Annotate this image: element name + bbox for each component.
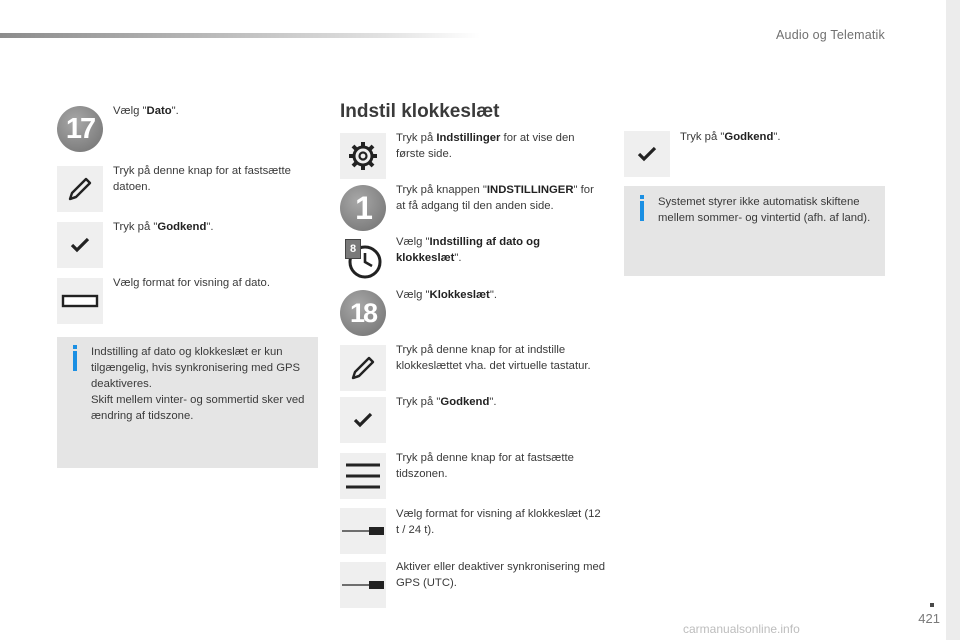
step-edit-date: Tryk på denne knap for at fastsætte datoen.: [113, 165, 291, 193]
step-select-time: Vælg "Klokkeslæt".: [396, 289, 497, 301]
step-time-format: Vælg format for visning af klokkeslæt (12 t / 24 t).: [396, 508, 601, 536]
step-number-18: 18: [340, 290, 386, 336]
info-icon: [73, 351, 77, 371]
step-open-settings: Tryk på Indstillinger for at vise den første side.: [396, 132, 575, 160]
date-time-setting-button[interactable]: [340, 236, 386, 282]
pencil-icon: [65, 174, 95, 204]
page-marker: [930, 603, 934, 607]
info-note-left: [57, 337, 318, 468]
format-bar-icon: [60, 293, 100, 309]
edit-date-button[interactable]: [57, 166, 103, 212]
timezone-button[interactable]: [340, 453, 386, 499]
confirm-final-button[interactable]: [624, 131, 670, 177]
step-confirm-final: Tryk på "Godkend".: [680, 131, 781, 143]
note-line-1: Indstilling af dato og klokkeslæt er kun tilgængelig, hvis synkronisering med GPS deaktiveres.: [91, 346, 301, 390]
settings-button[interactable]: [340, 133, 386, 179]
step-settings-button: Tryk på knappen "INDSTILLINGER" for at få adgang til den anden side.: [396, 184, 594, 212]
note-text: Systemet styrer ikke automatisk skiftene mellem sommer- og vintertid (afh. af land).: [658, 196, 871, 224]
info-icon: [640, 201, 644, 221]
note-line-2: Skift mellem vinter- og sommertid sker ved ændring af tidszone.: [91, 394, 305, 422]
menu-badge: 8: [345, 239, 361, 259]
list-icon: [344, 461, 382, 491]
info-note-right: [624, 186, 885, 276]
time-format-toggle[interactable]: [340, 508, 386, 554]
step-gps-sync: Aktiver eller deaktiver synkronisering med GPS (UTC).: [396, 561, 606, 589]
page-number: 421: [918, 611, 940, 626]
confirm-date-button[interactable]: [57, 222, 103, 268]
watermark: carmanualsonline.info: [683, 622, 800, 636]
header-rule: [0, 33, 480, 38]
step-number-1: 1: [340, 185, 386, 231]
checkmark-icon: [70, 237, 90, 253]
confirm-time-button[interactable]: [340, 397, 386, 443]
pencil-icon: [348, 353, 378, 383]
step-edit-time: Tryk på denne knap for at indstille klokkeslættet vha. det virtuelle tastatur.: [396, 344, 591, 372]
page-edge-strip: [946, 0, 960, 640]
step-select-date: Vælg "Dato".: [113, 105, 179, 117]
step-confirm-time: Tryk på "Godkend".: [396, 396, 497, 408]
section-title: Indstil klokkeslæt: [340, 101, 500, 122]
step-date-format: Vælg format for visning af dato.: [113, 277, 270, 289]
toggle-icon: [341, 525, 385, 537]
gps-sync-toggle[interactable]: [340, 562, 386, 608]
step-select-date-time: Vælg "Indstilling af dato og klokkeslæt".: [396, 236, 540, 264]
step-timezone: Tryk på denne knap for at fastsætte tidszonen.: [396, 452, 574, 480]
checkmark-icon: [353, 412, 373, 428]
edit-time-button[interactable]: [340, 345, 386, 391]
step-number-17: 17: [57, 106, 103, 152]
chapter-title: Audio og Telematik: [776, 28, 885, 42]
gear-icon: [347, 140, 379, 172]
toggle-icon: [341, 579, 385, 591]
date-format-selector[interactable]: [57, 278, 103, 324]
checkmark-icon: [637, 146, 657, 162]
step-confirm-date: Tryk på "Godkend".: [113, 221, 214, 233]
